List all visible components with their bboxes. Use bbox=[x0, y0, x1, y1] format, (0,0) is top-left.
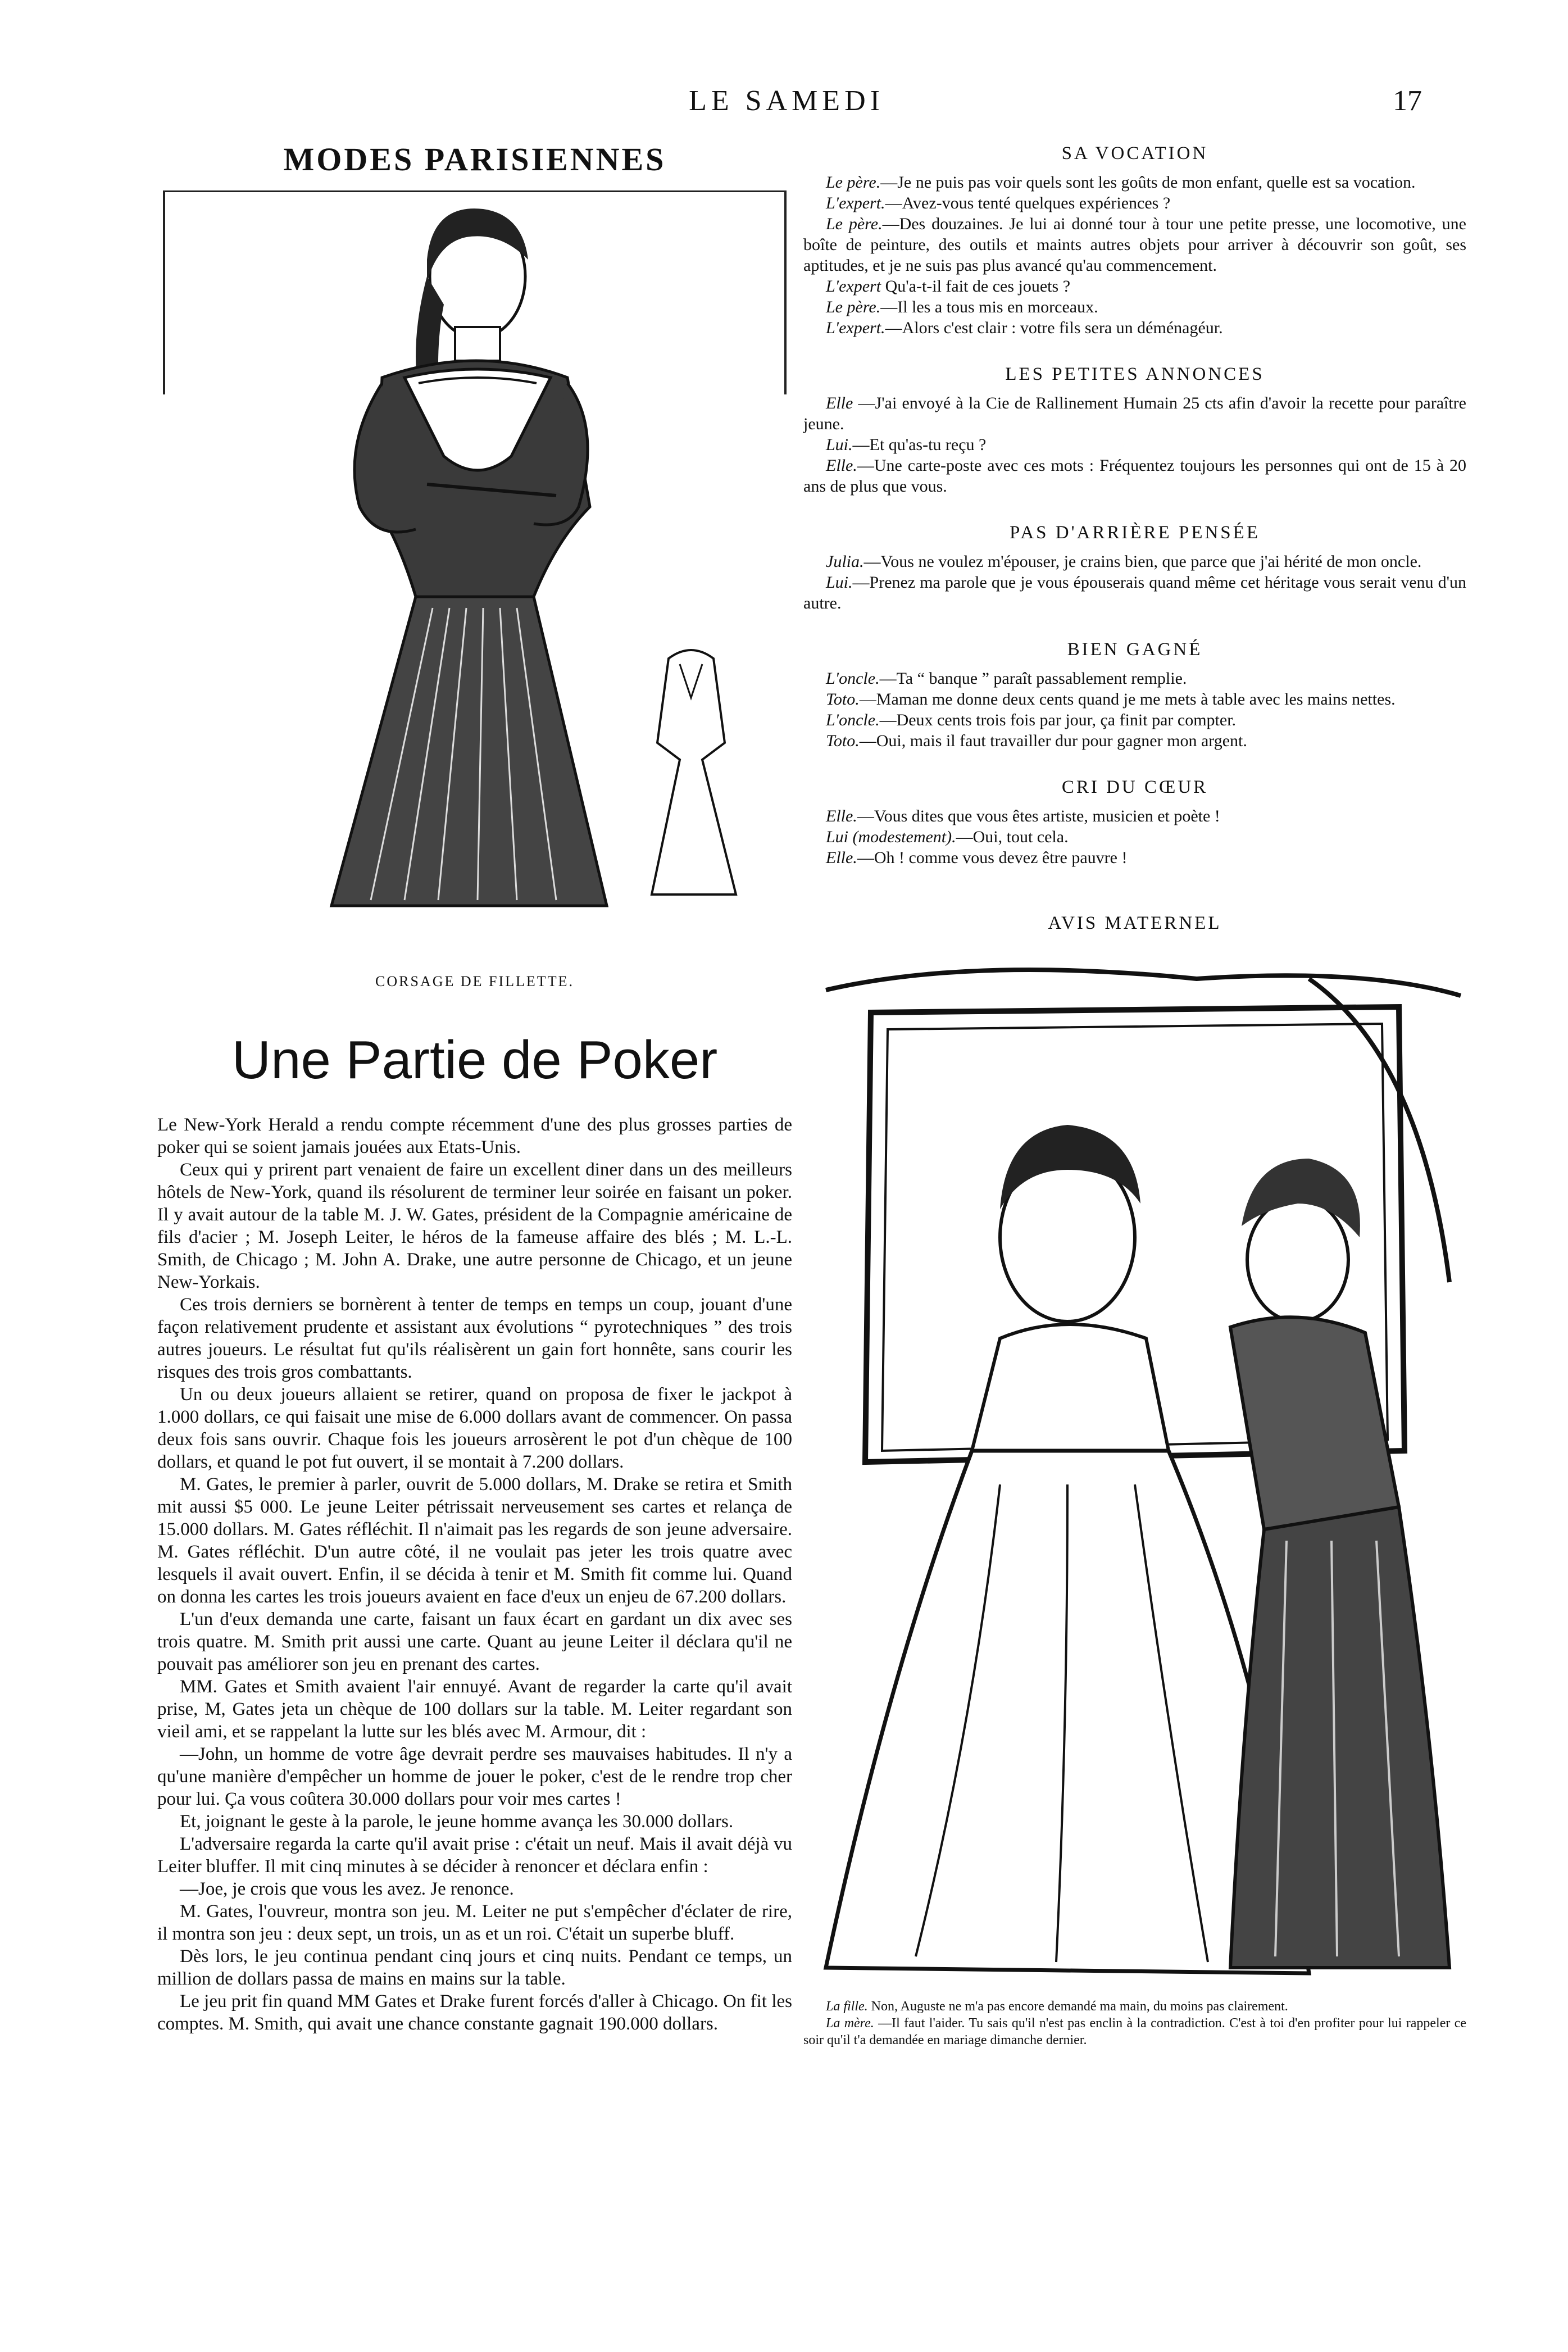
dialogue-line: Lui.—Et qu'as-tu reçu ? bbox=[826, 435, 987, 454]
article-paragraph: Et, joignant le geste à la parole, le jeune homme avança les 30.000 dollars. bbox=[180, 1811, 734, 1832]
dialogue-line: Le père.—Il les a tous mis en morceaux. bbox=[826, 298, 1098, 316]
avis-caption bbox=[803, 1998, 1466, 2049]
modes-title: MODES PARISIENNES bbox=[283, 141, 666, 178]
page-header bbox=[0, 84, 1568, 124]
right-column bbox=[803, 143, 1466, 2049]
dialogue-section bbox=[803, 668, 1466, 751]
article-paragraph: —Joe, je crois que vous les avez. Je renonce. bbox=[180, 1879, 514, 1899]
dialogue-line: Toto.—Maman me donne deux cents quand je me mets à table avec les mains nettes. bbox=[826, 690, 1396, 709]
dialogue-line: L'expert.—Alors c'est clair : votre fils sera un déménagéur. bbox=[826, 319, 1223, 337]
dialogue-line: Toto.—Oui, mais il faut travailler dur pour gagner mon argent. bbox=[826, 732, 1247, 750]
article-paragraph: Ces trois derniers se bornèrent à tenter de temps en temps un coup, jouant d'une façon relativement prudente et assistant aux évolutions “ pyrotechniques ” des trois autres joueurs. Le résultat fut qu'ils réalisèrent un gain fort honnête, sans courir les risques des trois gros combattants. bbox=[157, 1295, 792, 1382]
figure-caption: CORSAGE DE FILLETTE. bbox=[375, 973, 574, 989]
article-paragraph: Ceux qui y prirent part venaient de faire un excellent diner dans un des meilleurs hôtels de New-York, quand ils résolurent de terminer leur soirée en faisant un poker. Il y avait autour de la table M. J. W. Gates, président de la Compagnie américaine de fils d'acier ; M. Joseph Leiter, le héros de la fameuse affaire des blés ; M. L.-L. Smith, de Chicago ; M. John A. Drake, une autre personne de Chicago, et un jeune New-Yorkais. bbox=[157, 1160, 792, 1292]
dialogue-line: La mère. —Il faut l'aider. Tu sais qu'il n'est pas enclin à la contradiction. C'est à toi d'en profiter pour lui rappeler ce soir qu'il t'a demandée en mariage dimanche dernier. bbox=[803, 2016, 1466, 2047]
article-paragraph: Un ou deux joueurs allaient se retirer, quand on proposa de fixer le jackpot à 1.000 dollars, ce qui faisait une mise de 6.000 dollars avant de commencer. On passa deux fois sans ouvrir. Chaque fois les joueurs arrosèrent le pot d'un chèque de 100 dollars, et quand le pot fut ouvert, il se montait à 7.200 dollars. bbox=[157, 1384, 792, 1472]
dialogue-line: Le père.—Des douzaines. Je lui ai donné tour à tour une petite presse, une locomotive, une boîte de peinture, des outils et maints autres objets pour arriver à découvrir son goût, ses aptitudes, et je ne suis pas plus avancé qu'au commencement. bbox=[803, 215, 1466, 275]
dialogue-section bbox=[803, 806, 1466, 868]
dialogue-section bbox=[803, 393, 1466, 497]
avis-maternel-illustration bbox=[803, 945, 1466, 1990]
dialogue-line: Lui (modestement).—Oui, tout cela. bbox=[826, 828, 1069, 846]
page-number: 17 bbox=[1393, 85, 1422, 117]
section-title: CRI DU CŒUR bbox=[1061, 777, 1208, 797]
section-title: LES PETITES ANNONCES bbox=[1005, 364, 1265, 384]
journal-title: LE SAMEDI bbox=[689, 85, 884, 117]
article-paragraph: L'adversaire regarda la carte qu'il avait prise : c'était un neuf. Mais il avait déjà vu Leiter bluffer. Il mit cinq minutes à se décider à renoncer et déclara enfin : bbox=[157, 1834, 792, 1877]
dialogue-line: Le père.—Je ne puis pas voir quels sont les goûts de mon enfant, quelle est sa vocation. bbox=[826, 173, 1416, 192]
dialogue-line: Elle.—Vous dites que vous êtes artiste, musicien et poète ! bbox=[826, 807, 1220, 825]
dialogue-line: L'oncle.—Deux cents trois fois par jour, ça finit par compter. bbox=[826, 711, 1237, 729]
dialogue-section bbox=[803, 551, 1466, 614]
article-paragraph: Le New-York Herald a rendu compte récemment d'une des plus grosses parties de poker qui se soient jamais jouées aux Etats-Unis. bbox=[157, 1115, 792, 1157]
article-paragraph: MM. Gates et Smith avaient l'air ennuyé. Avant de regarder la carte qu'il avait prise, M, Gates jeta un chèque de 100 dollars sur la table. M. Leiter regardant son vieil ami, et se rappelant la lutte sur les blés avec M. Armour, dit : bbox=[157, 1677, 792, 1742]
section-title: PAS D'ARRIÈRE PENSÉE bbox=[1010, 523, 1260, 543]
girl-blouse-illustration bbox=[163, 192, 787, 939]
left-column bbox=[157, 140, 792, 2035]
article-body bbox=[157, 1114, 792, 2035]
avis-title: AVIS MATERNEL bbox=[1048, 913, 1222, 933]
article-paragraph: M. Gates, le premier à parler, ouvrit de 5.000 dollars, M. Drake se retira et Smith mit aussi $5 000. Le jeune Leiter pétrissait nerveusement ses cartes et relança de 15.000 dollars. M. Gates réfléchit. Il n'aimait pas les regards de son jeune adversaire. M. Gates réfléchit. D'un autre côté, il ne voulait pas jeter les trois quatre avec lesquels il avait ouvert. Enfin, il se décida à tenir et M. Smith fit comme lui. Quand on donna les cartes les trois joueurs avaient en face d'eux un enjeu de 67.200 dollars. bbox=[157, 1474, 792, 1607]
dialogue-line: L'expert.—Avez-vous tenté quelques expériences ? bbox=[826, 194, 1171, 212]
fashion-figure bbox=[163, 190, 787, 939]
dialogue-line: Elle.—Une carte-poste avec ces mots : Fréquentez toujours les personnes qui ont de 15 à 20 ans de plus que vous. bbox=[803, 456, 1466, 496]
article-paragraph: Dès lors, le jeu continua pendant cinq jours et cinq nuits. Pendant ce temps, un million de dollars passa de mains en mains sur la table. bbox=[157, 1946, 792, 1989]
article-paragraph: M. Gates, l'ouvreur, montra son jeu. M. Leiter ne put s'empêcher d'éclater de rire, il montra son jeu : deux sept, un trois, un as et un roi. C'était un superbe bluff. bbox=[157, 1901, 792, 1944]
dialogue-line: L'expert Qu'a-t-il fait de ces jouets ? bbox=[826, 277, 1071, 296]
mother-daughter-illustration bbox=[803, 945, 1466, 1990]
dialogue-line: Julia.—Vous ne voulez m'épouser, je crains bien, que parce que j'ai hérité de mon oncle. bbox=[826, 552, 1422, 571]
article-paragraph: —John, un homme de votre âge devrait perdre ses mauvaises habitudes. Il n'y a qu'une manière d'empêcher un homme de jouer le poker, c'est de le rendre trop cher pour lui. Ça vous coûtera 30.000 dollars pour voir mes cartes ! bbox=[157, 1744, 792, 1809]
dialogue-section bbox=[803, 172, 1466, 338]
dialogue-line: Elle.—Oh ! comme vous devez être pauvre ! bbox=[826, 848, 1128, 867]
dialogue-line: Elle —J'ai envoyé à la Cie de Rallinement Humain 25 cts afin d'avoir la recette pour paraître jeune. bbox=[803, 394, 1466, 433]
article-paragraph: Le jeu prit fin quand MM Gates et Drake furent forcés d'aller à Chicago. On fit les comptes. M. Smith, qui avait une chance constante gagnait 190.000 dollars. bbox=[157, 1991, 792, 2034]
section-title: BIEN GAGNÉ bbox=[1067, 639, 1203, 660]
dialogue-line: La fille. Non, Auguste ne m'a pas encore demandé ma main, du moins pas clairement. bbox=[826, 1999, 1288, 2014]
dialogue-line: Lui.—Prenez ma parole que je vous épouserais quand même cet héritage vous serait venu d'un autre. bbox=[803, 573, 1466, 612]
dialogue-line: L'oncle.—Ta “ banque ” paraît passablement remplie. bbox=[826, 669, 1187, 688]
article-paragraph: L'un d'eux demanda une carte, faisant un faux écart en gardant un dix avec ses trois quatre. M. Smith prit aussi une carte. Quant au jeune Leiter il déclara qu'il ne pouvait pas améliorer son jeu en prenant des cartes. bbox=[157, 1609, 792, 1674]
section-title: SA VOCATION bbox=[1061, 143, 1208, 164]
article-title: Une Partie de Poker bbox=[231, 1030, 718, 1090]
